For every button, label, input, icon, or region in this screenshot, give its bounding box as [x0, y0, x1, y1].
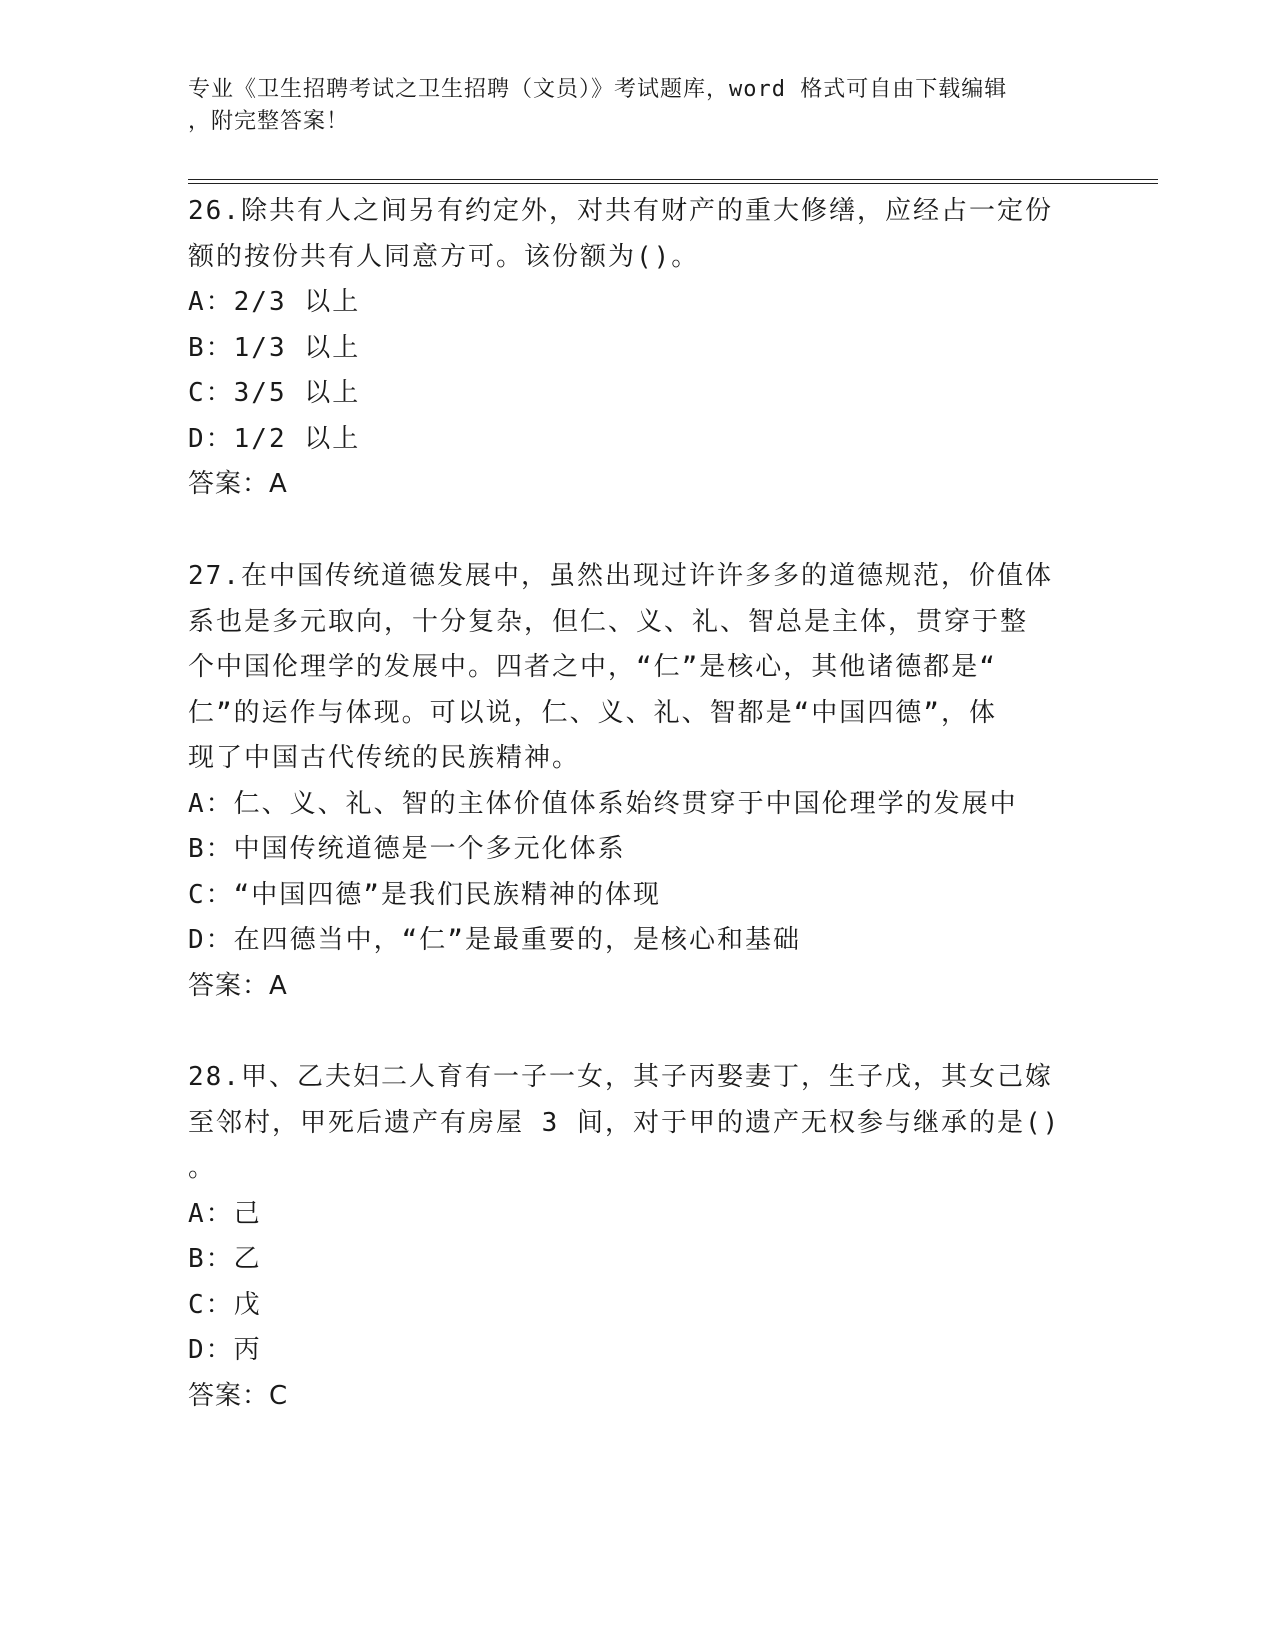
question-stem-line: 系也是多元取向，十分复杂，但仁、义、礼、智总是主体，贯穿于整: [188, 606, 1029, 637]
question-stem-line: 28.甲、乙夫妇二人育有一子一女，其子丙娶妻丁，生子戊，其女己嫁: [188, 1062, 1053, 1092]
option-b: B：1/3 以上: [188, 332, 361, 363]
option-d: D：丙: [188, 1335, 262, 1365]
question-27: [188, 554, 1088, 1009]
header-divider-top: [188, 179, 1158, 180]
question-stem-line: 。: [188, 1153, 217, 1183]
question-stem: [188, 554, 1088, 782]
header-divider-bottom: [188, 183, 1158, 184]
option-d: D：在四德当中，“仁”是最重要的，是核心和基础: [188, 925, 801, 955]
option-b: B：中国传统道德是一个多元化体系: [188, 834, 626, 864]
option-c: C：3/5 以上: [188, 378, 361, 408]
question-stem-line: 仁”的运作与体现。可以说，仁、义、礼、智都是“中国四德”，体: [188, 697, 997, 728]
answer: 答案：A: [188, 970, 288, 1001]
question-stem: [188, 189, 1088, 280]
answer: 答案：C: [188, 1380, 289, 1411]
option-b: B：乙: [188, 1244, 262, 1274]
option-d: D：1/2 以上: [188, 423, 361, 454]
question-26: [188, 189, 1088, 508]
question-stem-line: 个中国伦理学的发展中。四者之中，“仁”是核心，其他诸德都是“: [188, 652, 997, 682]
header-line-2: ，附完整答案！: [188, 109, 350, 134]
question-stem-line: 至邻村，甲死后遗产有房屋 3 间，对于甲的遗产无权参与继承的是(): [188, 1107, 1061, 1138]
option-c: C：戊: [188, 1289, 262, 1320]
option-c: C：“中国四德”是我们民族精神的体现: [188, 879, 661, 910]
option-a: A：己: [188, 1198, 262, 1229]
header-line-1: 专业《卫生招聘考试之卫生招聘（文员）》考试题库，word 格式可自由下载编辑: [188, 77, 1008, 102]
question-stem-line: 27.在中国传统道德发展中，虽然出现过许许多多的道德规范，价值体: [188, 561, 1053, 591]
question-28: [188, 1055, 1088, 1419]
question-stem: [188, 1055, 1088, 1192]
question-stem-line: 额的按份共有人同意方可。该份额为()。: [188, 241, 700, 272]
option-a: A：2/3 以上: [188, 287, 361, 317]
question-stem-line: 26.除共有人之间另有约定外，对共有财产的重大修缮，应经占一定份: [188, 196, 1053, 226]
option-a: A：仁、义、礼、智的主体价值体系始终贯穿于中国伦理学的发展中: [188, 788, 1018, 819]
document-header: [188, 74, 1078, 138]
question-stem-line: 现了中国古代传统的民族精神。: [188, 743, 581, 773]
answer: 答案：A: [188, 469, 288, 499]
